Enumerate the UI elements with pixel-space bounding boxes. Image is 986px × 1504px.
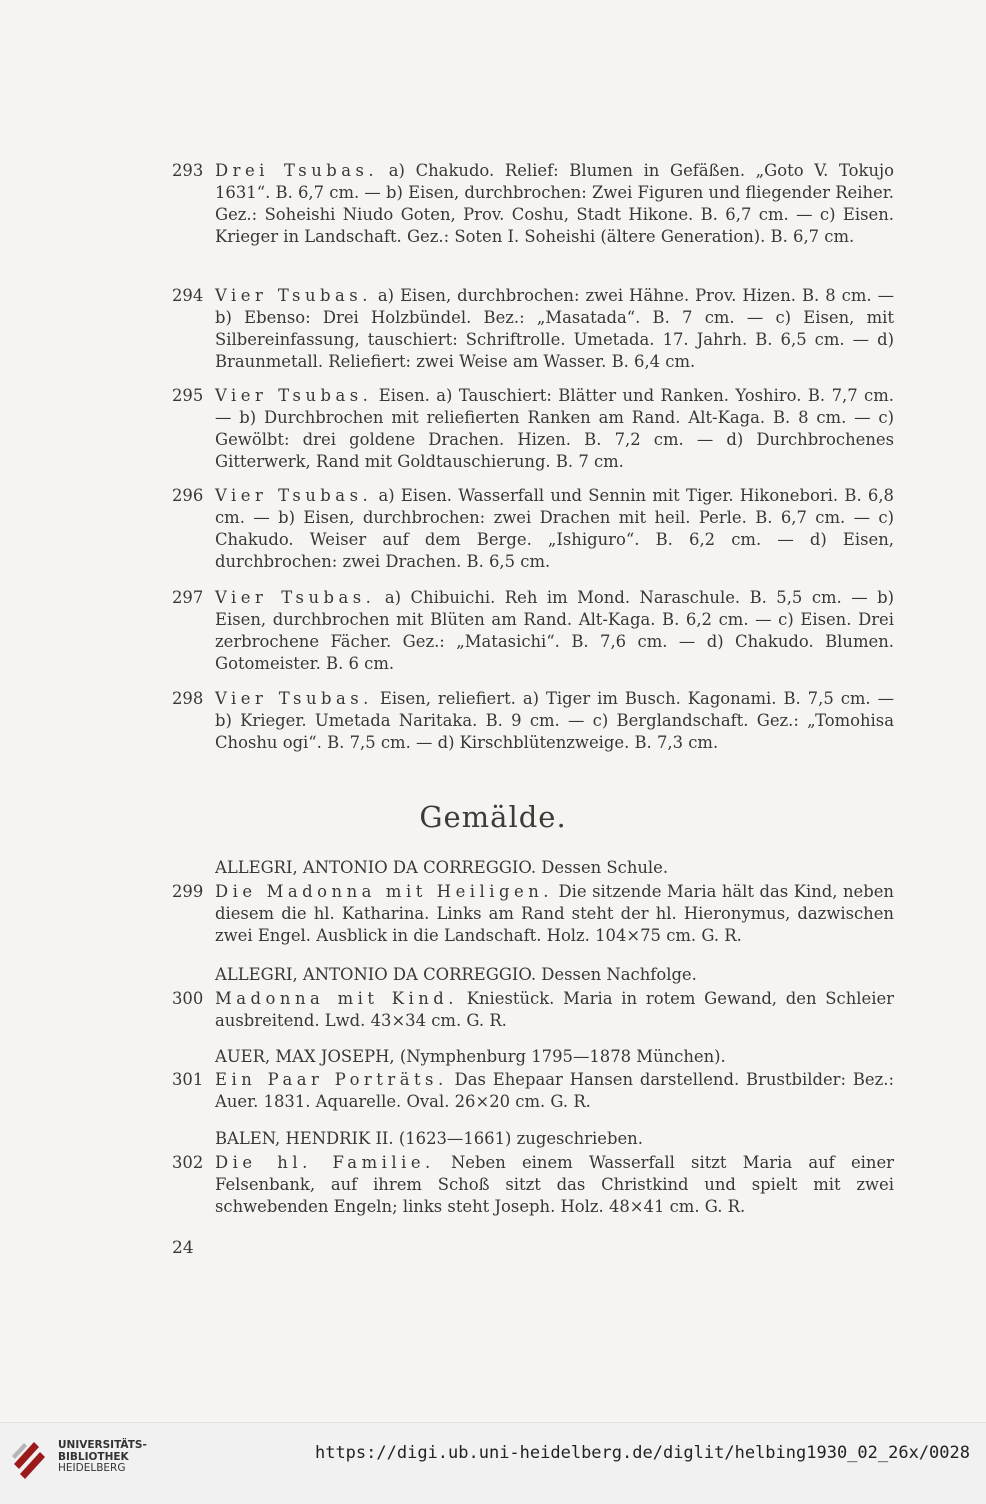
catalog-entry-299 bbox=[172, 881, 894, 947]
entry-description: a) Chakudo. Relief: Blumen in Gefäßen. „Goto V. Tokujo 1631“. B. 6,7 cm. — b) Eisen, durchbrochen: Zwei Figuren und fliegender Reiher. Gez.: Soheishi Niudo Goten, Prov. Coshu, Stadt Hikone. B. 6,7 cm. — c) Eisen. Krieger in Landschaft. Gez.: Soten I. Soheishi (ältere Generation). B. 6,7 cm. bbox=[215, 161, 894, 246]
catalog-entry-293 bbox=[172, 160, 894, 248]
catalog-entry-296 bbox=[172, 485, 894, 573]
entry-number: 294 bbox=[172, 286, 204, 305]
footer-bar bbox=[0, 1422, 986, 1504]
library-name-line: BIBLIOTHEK bbox=[58, 1450, 129, 1463]
artist-heading: BALEN, HENDRIK II. (1623—1661) zugeschrieben. bbox=[215, 1129, 643, 1148]
library-name-line: UNIVERSITÄTS- bbox=[58, 1439, 147, 1451]
catalog-entry-302 bbox=[172, 1152, 894, 1218]
entry-title: Vier Tsubas. bbox=[215, 588, 376, 607]
catalog-entry-301 bbox=[172, 1069, 894, 1113]
catalog-entry-295 bbox=[172, 385, 894, 473]
entry-description: a) Eisen. Wasserfall und Sennin mit Tiger. Hikonebori. B. 6,8 cm. — b) Eisen, durchbrochen: zwei Drachen mit heil. Perle. B. 6,7 cm. — c) Chakudo. Weiser auf dem Berge. „Ishiguro“. B. 6,2 cm. — d) Eisen, durchbrochen: zwei Drachen. B. 6,5 cm. bbox=[215, 486, 894, 571]
entry-number: 298 bbox=[172, 689, 204, 708]
entry-description: Die sitzende Maria hält das Kind, neben diesem die hl. Katharina. Links am Rand steht der hl. Hieronymus, dazwischen zwei Engel. Ausblick in die Landschaft. Holz. 104×75 cm. G. R. bbox=[215, 882, 894, 945]
entry-number: 299 bbox=[172, 882, 204, 901]
entry-title: Drei Tsubas. bbox=[215, 161, 379, 180]
entry-title: Die hl. Familie. bbox=[215, 1153, 435, 1172]
entry-description: Eisen. a) Tauschiert: Blätter und Ranken. Yoshiro. B. 7,7 cm. — b) Durchbrochen mit reliefierten Ranken am Rand. Alt-Kaga. B. 8 cm. — c) Gewölbt: drei goldene Drachen. Hizen. B. 7,2 cm. — d) Durchbrochenes Gitterwerk, Rand mit Goldtauschierung. B. 7 cm. bbox=[215, 386, 894, 471]
library-name-line: HEIDELBERG bbox=[58, 1462, 126, 1474]
entry-description: Kniestück. Maria in rotem Gewand, den Schleier ausbreitend. Lwd. 43×34 cm. G. R. bbox=[215, 989, 894, 1030]
entry-number: 296 bbox=[172, 486, 204, 505]
entry-title: Vier Tsubas. bbox=[215, 689, 373, 708]
entry-title: Ein Paar Porträts. bbox=[215, 1070, 448, 1089]
entry-description: a) Eisen, durchbrochen: zwei Hähne. Prov. Hizen. B. 8 cm. — b) Ebenso: Drei Holzbündel. Bez.: „Masatada“. B. 7 cm. — c) Eisen, mit Silbereinfassung, tauschiert: Schriftrolle. Umetada. 17. Jahrh. B. 6,5 cm. — d) Braunmetall. Reliefiert: zwei Weise am Wasser. B. 6,4 cm. bbox=[215, 286, 894, 371]
artist-heading: ALLEGRI, ANTONIO DA CORREGGIO. Dessen Schule. bbox=[215, 858, 669, 877]
artist-heading: AUER, MAX JOSEPH, (Nymphenburg 1795—1878 München). bbox=[215, 1047, 726, 1066]
entry-title: Vier Tsubas. bbox=[215, 486, 373, 505]
entry-title: Vier Tsubas. bbox=[215, 286, 372, 305]
entry-description: a) Chibuichi. Reh im Mond. Naraschule. B. 5,5 cm. — b) Eisen, durchbrochen mit Blüten am Rand. Alt-Kaga. B. 6,2 cm. — c) Eisen. Drei zerbrochene Fächer. Gez.: „Matasichi“. B. 7,6 cm. — d) Chakudo. Blumen. Gotomeister. B. 6 cm. bbox=[215, 588, 894, 673]
entry-description: Neben einem Wasserfall sitzt Maria auf einer Felsenbank, auf ihrem Schoß sitzt das Christkind und spielt mit zwei schwebenden Engeln; links steht Joseph. Holz. 48×41 cm. G. R. bbox=[215, 1153, 894, 1216]
entry-description: Eisen, reliefiert. a) Tiger im Busch. Kagonami. B. 7,5 cm. — b) Krieger. Umetada Naritaka. B. 9 cm. — c) Berglandschaft. Gez.: „Tomohisa Choshu ogi“. B. 7,5 cm. — d) Kirschblütenzweige. B. 7,3 cm. bbox=[215, 689, 894, 752]
catalog-entry-298 bbox=[172, 688, 894, 754]
entry-title: Vier Tsubas. bbox=[215, 386, 373, 405]
document-url-link[interactable]: https://digi.ub.uni-heidelberg.de/diglit/helbing1930_02_26x/0028 bbox=[314, 1443, 970, 1463]
catalog-entry-294 bbox=[172, 285, 894, 373]
entry-number: 301 bbox=[172, 1070, 204, 1089]
entry-number: 297 bbox=[172, 588, 204, 607]
artist-heading: ALLEGRI, ANTONIO DA CORREGGIO. Dessen Nachfolge. bbox=[215, 965, 697, 984]
entry-number: 302 bbox=[172, 1153, 204, 1172]
entry-number: 295 bbox=[172, 386, 204, 405]
catalog-entry-297 bbox=[172, 587, 894, 675]
entry-number: 300 bbox=[172, 989, 204, 1008]
catalog-entry-300 bbox=[172, 988, 894, 1032]
entry-description: Das Ehepaar Hansen darstellend. Brustbilder: Bez.: Auer. 1831. Aquarelle. Oval. 26×20 cm. G. R. bbox=[215, 1070, 894, 1111]
page-number: 24 bbox=[172, 1238, 194, 1258]
entry-title: Madonna mit Kind. bbox=[215, 989, 458, 1008]
entry-title: Die Madonna mit Heiligen. bbox=[215, 882, 553, 901]
university-library-logo-icon[interactable] bbox=[10, 1434, 50, 1486]
entry-number: 293 bbox=[172, 161, 204, 180]
section-heading: Gemälde. bbox=[419, 800, 567, 834]
library-name[interactable] bbox=[58, 1440, 147, 1475]
